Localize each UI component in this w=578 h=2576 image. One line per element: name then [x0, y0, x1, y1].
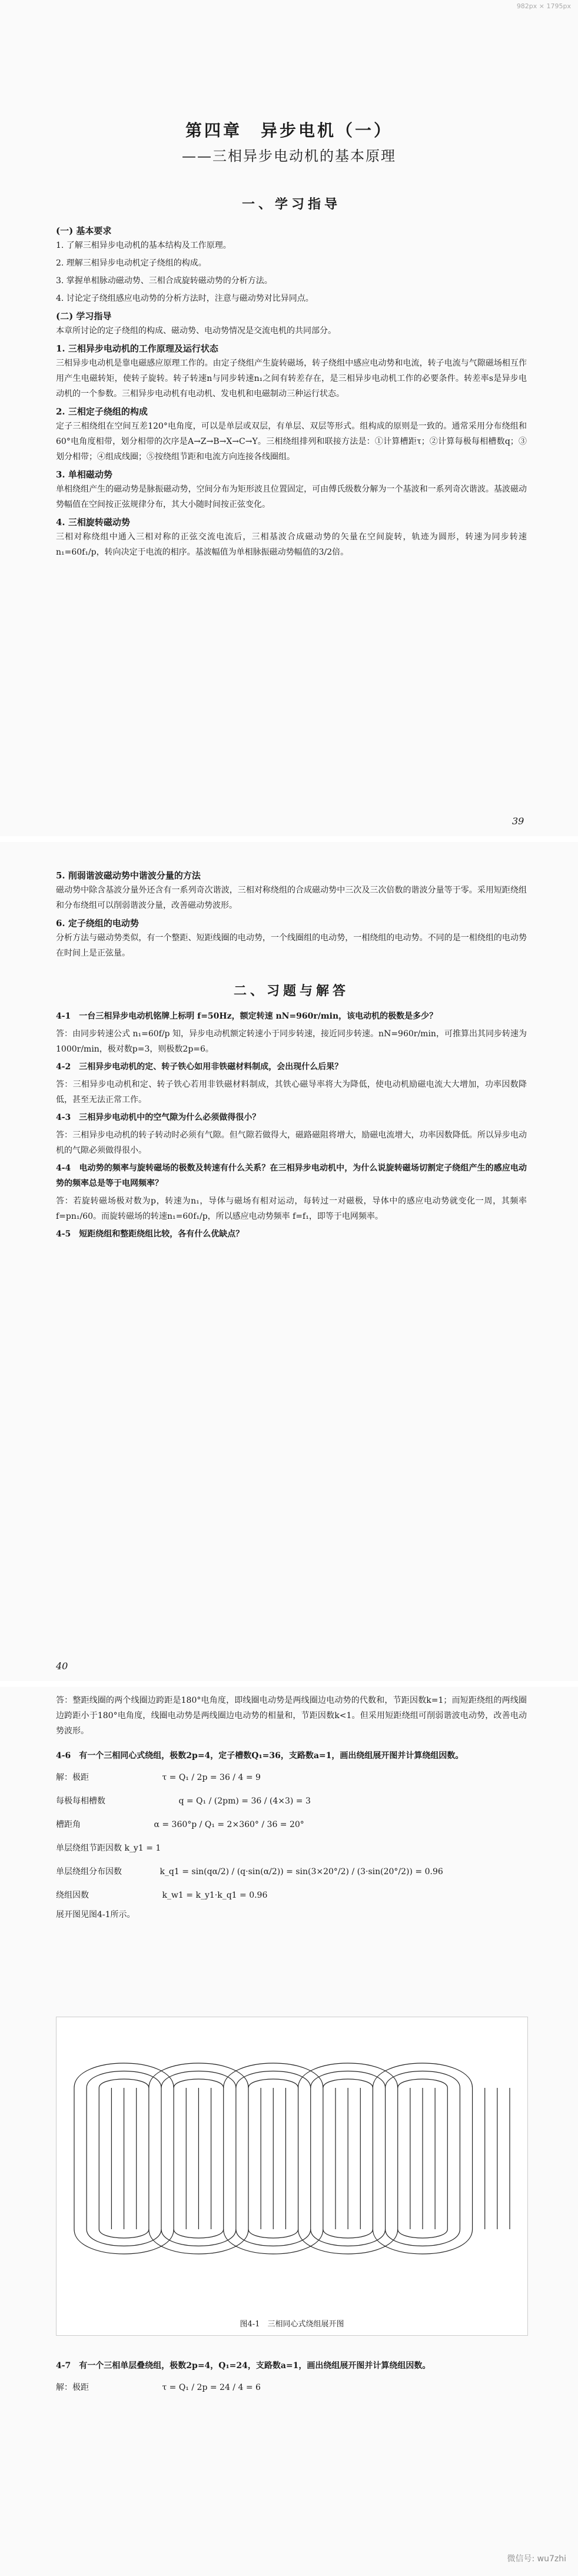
end-connection — [386, 2071, 460, 2088]
point-4-heading: 4. 三相旋转磁动势 — [56, 517, 130, 528]
section-title-study-guide: 一、学习指导 — [241, 197, 341, 212]
top-size-mark: 982px × 1795px — [516, 2, 571, 10]
solution-tau: 解：极距 τ = Q₁ / 2p = 36 / 4 = 9 — [56, 1766, 527, 1789]
wechat-watermark: 微信号: wu7zhi — [507, 2554, 566, 2564]
page-number-39: 39 — [512, 815, 524, 827]
end-connection — [398, 2229, 448, 2238]
end-connection — [323, 2229, 373, 2238]
solution-q: 每极每相槽数 q = Q₁ / (2pm) = 36 / (4×3) = 3 — [56, 1789, 527, 1813]
formula-q: q = Q₁ / (2pm) = 36 / (4×3) = 3 — [178, 1796, 311, 1806]
point-1-text: 三相异步电动机是靠电磁感应原理工作的。由定子绕组产生旋转磁场，转子绕组中感应电动势和电流，转子电流与气隙磁场相互作用产生电磁转矩，使转子旋转。转子转速n与同步转速n₁之间有转差存在，是三相异步电动机工作的必要条件。转差率s是异步电动机的一个参数。三相异步电动机有电动机、发电机和电磁制动三种运行状态。 — [56, 359, 527, 399]
answer-4-3: 答：三相异步电动机的转子转动时必须有气隙。但气隙若做得大，磁路磁阻将增大，励磁电流增大，功率因数降低。所以异步电动机的气隙必须做得很小。 — [56, 1130, 527, 1155]
point-3-text: 单相绕组产生的磁动势是脉振磁动势，空间分布为矩形波且位置固定，可由傅氏级数分解为一个基波和一系列奇次谐波。基波磁动势幅值在空间按正弦规律分布，其大小随时间按正弦变化。 — [56, 485, 527, 509]
basic-item: 2. 理解三相异步电动机定子绕组的构成。 — [56, 258, 207, 268]
end-connection — [99, 2079, 149, 2088]
end-connection — [161, 2229, 236, 2246]
end-connection — [311, 2071, 386, 2088]
point-6-heading: 6. 定子绕组的电动势 — [56, 918, 139, 929]
figure-intro: 展开图见图4-1所示。 — [56, 1910, 135, 1919]
point-3-heading: 3. 单相磁动势 — [56, 469, 112, 480]
section-study-guide — [56, 194, 527, 562]
question-4-4: 4-4 电动势的频率与旋转磁场的极数及转速有什么关系？在三相异步电动机中，为什么说旋转磁场切割定子绕组产生的感应电动势的频率总是等于电网频率？ — [56, 1163, 527, 1188]
point-5-heading: 5. 削弱谐波磁动势中谐波分量的方法 — [56, 870, 201, 881]
study-points-heading: (二) 学习指导 — [56, 311, 112, 321]
page-number-40: 40 — [56, 1660, 68, 1672]
end-connection — [174, 2079, 224, 2088]
end-connection — [398, 2079, 448, 2088]
question-4-5: 4-5 短距绕组和整距绕组比较，各有什么优缺点？ — [56, 1229, 244, 1239]
question-4-7: 4-7 有一个三相单层叠绕组，极数2p=4，Q₁=24，支路数a=1，画出绕组展开图并计算绕组因数。 — [56, 2361, 431, 2371]
solution-alpha: 槽距角 α = 360°p / Q₁ = 2×360° / 36 = 20° — [56, 1813, 527, 1836]
point-1-heading: 1. 三相异步电动机的工作原理及运行状态 — [56, 343, 218, 354]
page-39 — [0, 0, 578, 836]
end-connection — [87, 2229, 161, 2246]
point-2-text: 定子三相绕组在空间互差120°电角度，可以是单层或双层，有单层、双层等形式。组构成的原则是一致的。通常采用分布绕组和60°电角度相带，划分相带的次序是A→Z→B→X→C→Y。三相绕组排列和联接方法是：①计算槽距τ；②计算每极每相槽数q；③划分相带；④组成线圈；⑤按绕组节距和电流方向连接各线圈组。 — [56, 422, 527, 462]
question-4-2: 4-2 三相异步电动机的定、转子铁心如用非铁磁材料制成，会出现什么后果？ — [56, 1062, 343, 1072]
end-connection — [323, 2079, 373, 2088]
page-41 — [0, 1687, 578, 2576]
end-connection — [298, 2063, 398, 2088]
end-connection — [99, 2229, 149, 2238]
answer-4-1: 答：由同步转速公式 n₁=60f/p 知，异步电动机额定转速小于同步转速，接近同步转速。nN=960r/min，可推算出其同步转速为1000r/min，极对数p=3，则极数2p=6。 — [56, 1029, 527, 1054]
formula-alpha: α = 360°p / Q₁ = 2×360° / 36 = 20° — [154, 1820, 304, 1829]
end-connection — [236, 2229, 311, 2246]
answer-4-5: 答：整距线圈的两个线圈边跨距是180°电角度，即线圈电动势是两线圈边电动势的代数和，节距因数k=1；而短距绕组的两线圈边跨距小于180°电角度，线圈电动势是两线圈边电动势的相量和，节距因数k<1。但采用短距绕组可削弱谐波电动势，改善电动势波形。 — [56, 1696, 527, 1736]
end-connection — [174, 2229, 224, 2238]
end-connection — [87, 2071, 161, 2088]
end-connection — [298, 2229, 398, 2254]
solution-kp: 单层绕组节距因数 k_y1 = 1 — [56, 1844, 161, 1853]
winding-diagram-figure — [56, 2017, 528, 2336]
end-connection — [74, 2063, 174, 2088]
point-6-text: 分析方法与磁动势类似，有一个整距、短距线圈的电动势，一个线圈组的电动势，一相绕组的电动势。不同的是一相绕组的电动势在时间上是正弦量。 — [56, 933, 527, 958]
formula-tau: τ = Q₁ / 2p = 36 / 4 = 9 — [162, 1773, 261, 1782]
intro-paragraph: 本章所讨论的定子绕组的构成、磁动势、电动势情况是交流电机的共同部分。 — [56, 326, 336, 336]
basic-requirements-heading: (一) 基本要求 — [56, 226, 112, 236]
end-connection — [224, 2063, 323, 2088]
end-connection — [311, 2229, 386, 2246]
solution-kd: 单层绕组分布因数 k_q1 = sin(qα/2) / (q·sin(α/2)) = sin(3×20°/2) / (3·sin(20°/2)) = 0.96 — [56, 1860, 527, 1884]
point-2-heading: 2. 三相定子绕组的构成 — [56, 406, 148, 417]
formula-4-7-tau: τ = Q₁ / 2p = 24 / 4 = 6 — [162, 2383, 261, 2392]
end-connection — [373, 2063, 472, 2088]
formula-kd: k_q1 = sin(qα/2) / (q·sin(α/2)) = sin(3×20°/2) / (3·sin(20°/2)) = 0.96 — [160, 1867, 443, 1877]
answer-4-2: 答：三相异步电动机和定、转子铁心若用非铁磁材料制成，其铁心磁导率将大为降低，使电动机励磁电流大大增加，功率因数降低，甚至无法正常工作。 — [56, 1080, 527, 1105]
section-4-6 — [56, 1693, 527, 1925]
formula-kw: k_w1 = k_y1·k_q1 = 0.96 — [162, 1891, 268, 1900]
winding-diagram — [57, 2017, 527, 2312]
basic-item: 1. 了解三相异步电动机的基本结构及工作原理。 — [56, 241, 231, 250]
answer-4-4: 答：若旋转磁场极对数为p，转速为n₁，导体与磁场有相对运动，每转过一对磁极，导体中的感应电动势就变化一周，其频率 f=pn₁/60。而旋转磁场的转速n₁=60f₁/p，所以感应电动势频率 f=f₁，即等于电网频率。 — [56, 1196, 527, 1221]
basic-item: 4. 讨论定子绕组感应电动势的分析方法时，注意与磁动势对比异同点。 — [56, 294, 314, 303]
end-connection — [248, 2079, 298, 2088]
question-4-1: 4-1 一台三相异步电动机铭牌上标明 f=50Hz，额定转速 nN=960r/min，该电动机的极数是多少？ — [56, 1012, 438, 1021]
end-connection — [74, 2229, 174, 2254]
question-4-3: 4-3 三相异步电动机中的空气隙为什么必须做得很小？ — [56, 1113, 261, 1122]
page-40 — [0, 842, 578, 1681]
basic-item: 3. 掌握单相脉动磁动势、三相合成旋转磁动势的分析方法。 — [56, 276, 273, 286]
chapter-subtitle: ——三相异步电动机的基本原理 — [182, 148, 396, 164]
end-connection — [149, 2063, 248, 2088]
figure-caption: 图4-1 三相同心式绕组展开图 — [240, 2320, 344, 2329]
end-connection — [149, 2229, 248, 2254]
section-4-7 — [56, 2358, 527, 2399]
section-title-exercises: 二、习题与解答 — [233, 983, 349, 999]
solution-kw: 绕组因数 k_w1 = k_y1·k_q1 = 0.96 — [56, 1884, 527, 1907]
section-continued — [56, 866, 527, 1244]
end-connection — [224, 2229, 323, 2254]
chapter-title: 第四章 异步电机（一） — [185, 121, 393, 140]
end-connection — [236, 2071, 311, 2088]
end-connection — [248, 2229, 298, 2238]
question-4-6: 4-6 有一个三相同心式绕组，极数2p=4，定子槽数Q₁=36，支路数a=1，画出绕组展开图并计算绕组因数。 — [56, 1751, 464, 1761]
point-4-text: 三相对称绕组中通入三相对称的正弦交流电流后，三相基波合成磁动势的矢量在空间旋转，轨迹为圆形，转速为同步转速n₁=60f₁/p，转向决定于电流的相序。基波幅值为单相脉振磁动势幅值的3/2倍。 — [56, 532, 527, 557]
solution-4-7-tau: 解：极距 τ = Q₁ / 2p = 24 / 4 = 6 — [56, 2376, 527, 2399]
end-connection — [373, 2229, 472, 2254]
end-connection — [386, 2229, 460, 2246]
end-connection — [161, 2071, 236, 2088]
point-5-text: 磁动势中除含基波分量外还含有一系列奇次谐波，三相对称绕组的合成磁动势中三次及三次倍数的谐波分量等于零。采用短距绕组和分布绕组可以削弱谐波分量，改善磁动势波形。 — [56, 886, 527, 910]
